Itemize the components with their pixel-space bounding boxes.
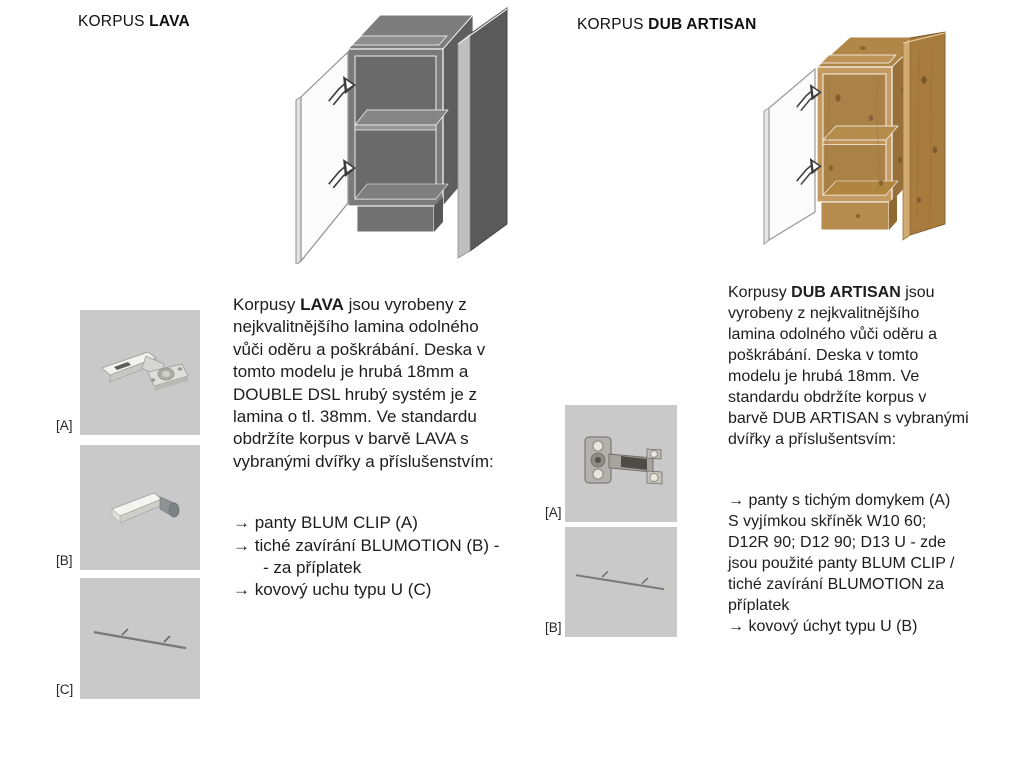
paragraph-line: standardu obdržíte korpus v xyxy=(728,389,927,406)
paragraph-line: tomto modelu je hrubá 18mm a xyxy=(233,362,469,382)
title-prefix: KORPUS xyxy=(577,16,649,33)
component-label: [B] xyxy=(56,553,73,568)
paragraph-line: modelu je hrubá 18mm. Ve xyxy=(728,368,920,385)
blumotion-damper-icon xyxy=(80,445,200,570)
title-name: LAVA xyxy=(149,13,190,30)
bullet-list xyxy=(728,490,978,637)
u-handle-icon xyxy=(80,578,200,699)
u-handle-icon xyxy=(565,527,677,637)
paragraph-line: obdržíte korpus v barvě LAVA s xyxy=(233,429,469,449)
component-figure-b-lava xyxy=(56,445,200,570)
cabinet-render-lava xyxy=(295,6,510,264)
paragraph-line: lamina odolného vůči oděru a xyxy=(728,326,938,343)
component-image-box xyxy=(80,578,200,699)
bullet-item-continuation: jsou použité panty BLUM CLIP / xyxy=(728,555,955,572)
description-lava xyxy=(233,294,533,602)
bullet-item-continuation: S vyjímkou skříněk W10 60; xyxy=(728,513,927,530)
component-image-box xyxy=(80,445,200,570)
bullet-item-continuation: D12R 90; D12 90; D13 U - zde xyxy=(728,534,946,551)
soft-close-hinge-icon xyxy=(565,405,677,522)
paragraph-line: lamina o tl. 38mm. Ve standardu xyxy=(233,407,477,427)
cabinet-render-dub-artisan xyxy=(763,28,949,252)
component-figure-b-artisan xyxy=(545,527,677,637)
component-image-box xyxy=(565,527,677,637)
title-prefix: KORPUS xyxy=(78,13,150,30)
paragraph-line: poškrábání. Deska v tomto xyxy=(728,347,919,364)
title-name: DUB ARTISAN xyxy=(648,16,757,33)
component-image-box xyxy=(565,405,677,522)
description-dub-artisan xyxy=(728,282,978,637)
paragraph-line: vůči oděru a poškrábání. Deska v xyxy=(233,339,486,359)
section-title-lava xyxy=(78,13,190,31)
bullet-list xyxy=(233,512,533,602)
bullet-item-continuation: - za příplatek xyxy=(263,558,362,578)
bullet-item-continuation: příplatek xyxy=(728,597,790,614)
paragraph-line: Korpusy DUB ARTISAN jsou xyxy=(728,284,935,301)
paragraph-line: DOUBLE DSL hrubý systém je z xyxy=(233,384,478,404)
blum-clip-hinge-icon xyxy=(80,310,200,435)
bullet-item: → kovový uchu typu U (C) xyxy=(233,580,432,600)
component-figure-c-lava xyxy=(56,578,200,699)
bullet-item-continuation: tiché zavírání BLUMOTION za xyxy=(728,576,945,593)
component-label: [A] xyxy=(56,418,73,433)
component-figure-a-lava xyxy=(56,310,200,435)
component-image-box xyxy=(80,310,200,435)
bullet-item: → tiché zavírání BLUMOTION (B) - xyxy=(233,535,500,555)
bullet-item: → kovový úchyt typu U (B) xyxy=(728,618,918,635)
paragraph-line: dvířky a příslušentsvím: xyxy=(728,431,897,448)
section-title-dub-artisan xyxy=(577,16,757,34)
paragraph-line: vyrobeny z nejkvalitnějšího xyxy=(728,305,920,322)
paragraph-line: barvě DUB ARTISAN s vybranými xyxy=(728,410,969,427)
bullet-item: → panty s tichým domykem (A) xyxy=(728,492,951,509)
paragraph-line: nejkvalitnějšího lamina odolného xyxy=(233,317,479,337)
component-figure-a-artisan xyxy=(545,405,677,522)
paragraph-line: Korpusy LAVA jsou vyrobeny z xyxy=(233,295,467,314)
paragraph-line: vybranými dvířky a příslušenstvím: xyxy=(233,451,494,471)
component-label: [B] xyxy=(545,620,562,635)
component-label: [A] xyxy=(545,505,562,520)
bullet-item: → panty BLUM CLIP (A) xyxy=(233,513,418,533)
component-label: [C] xyxy=(56,682,74,697)
